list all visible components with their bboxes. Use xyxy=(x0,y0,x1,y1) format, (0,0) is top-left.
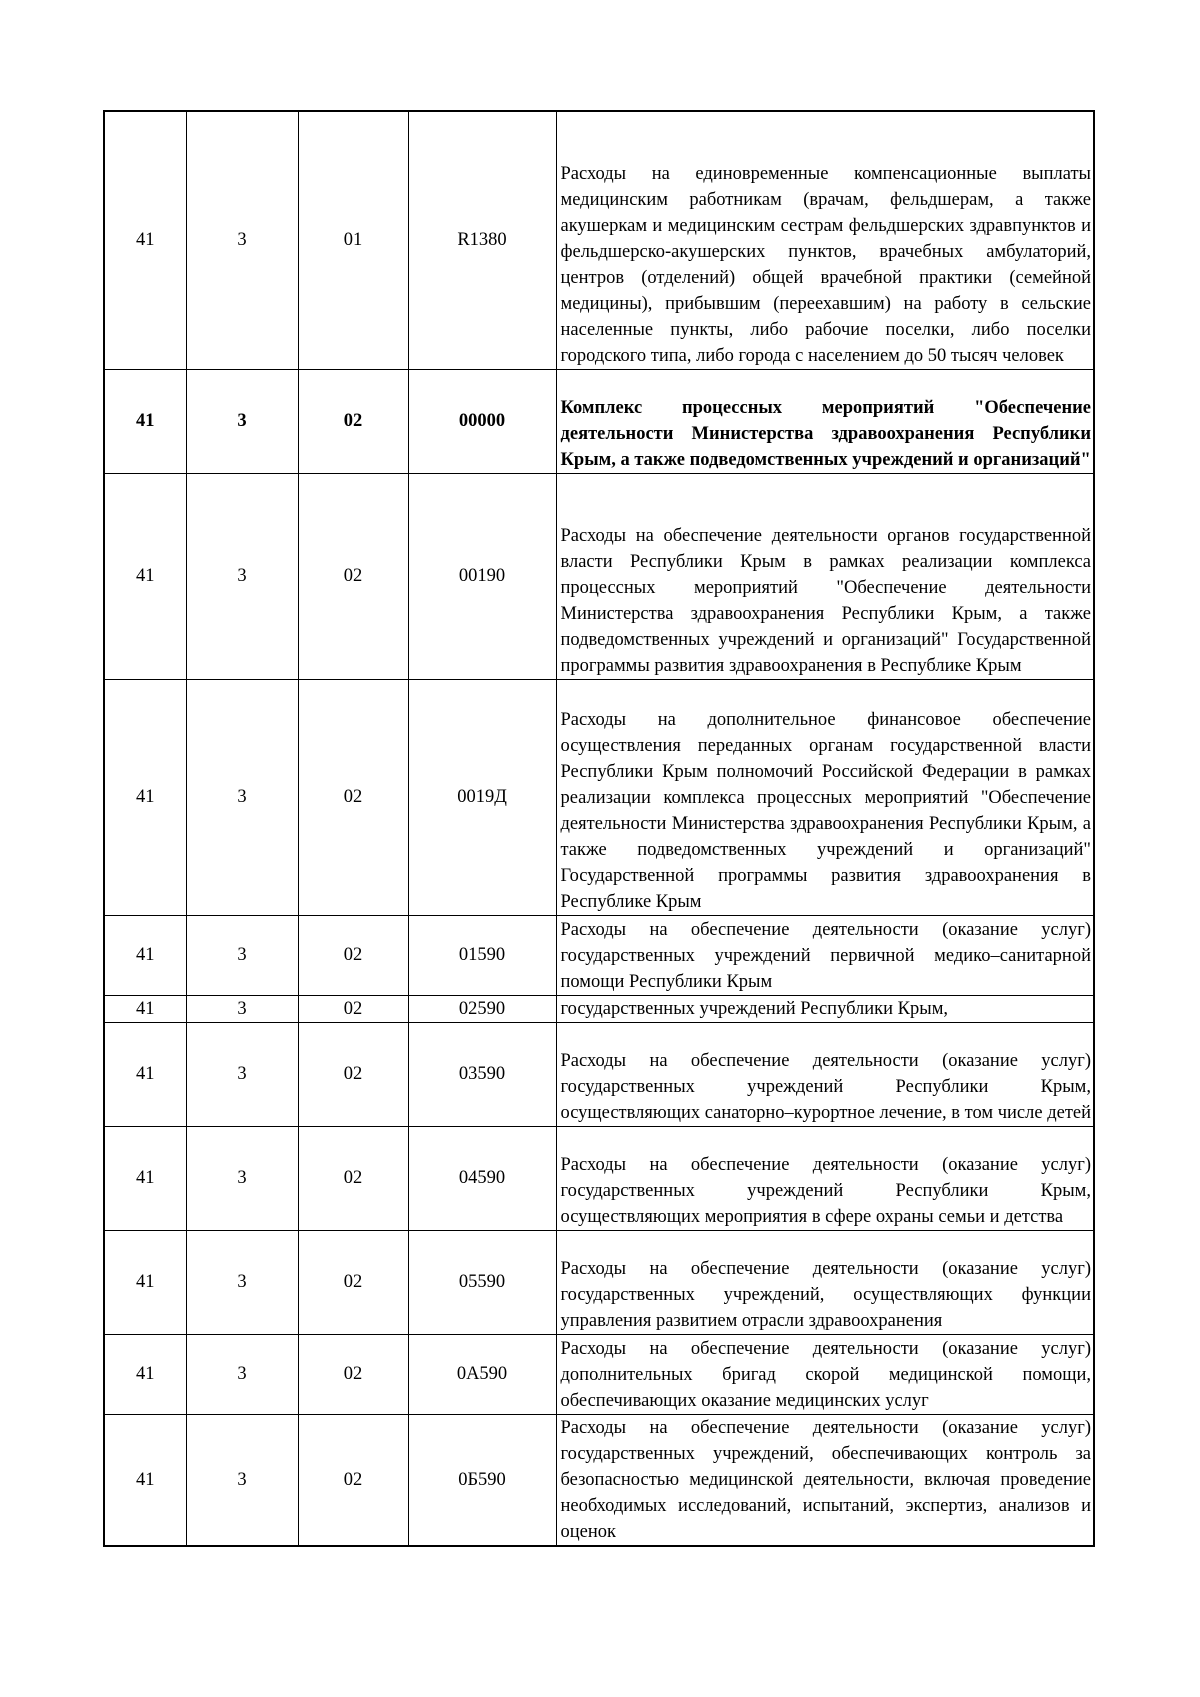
description-cell: Расходы на дополнительное финансовое обеспечение осуществления переданных органам государственной власти Республики Крым полномочий Российской Федерации в рамках реализации комплекса процессных мероприятий "Обеспечение деятельности Министерства здравоохранения Республики Крым, а также подведомственных учреждений и организаций" Государственной программы развития здравоохранения в Республике Крым xyxy=(556,679,1094,915)
program-code-cell: 41 xyxy=(104,915,186,995)
program-code-cell: 41 xyxy=(104,1414,186,1546)
direction-code-cell: 04590 xyxy=(408,1126,556,1230)
activity-code-cell: 02 xyxy=(298,1334,408,1414)
description-cell: Расходы на обеспечение деятельности (оказание услуг) государственных учреждений, обеспечивающих контроль за безопасностью медицинской деятельности, включая проведение необходимых исследований, испытаний, экспертиз, анализов и оценок xyxy=(556,1414,1094,1546)
description-cell: Расходы на обеспечение деятельности органов государственной власти Республики Крым в рамках реализации комплекса процессных мероприятий "Обеспечение деятельности Министерства здравоохранения Республики Крым, а также подведомственных учреждений и организаций" Государственной программы развития здравоохранения в Республике Крым xyxy=(556,473,1094,679)
subprogram-code-cell: 3 xyxy=(186,369,298,473)
activity-code-cell: 02 xyxy=(298,995,408,1022)
program-code-cell: 41 xyxy=(104,1126,186,1230)
subprogram-code-cell: 3 xyxy=(186,1126,298,1230)
direction-code-cell: 0019Д xyxy=(408,679,556,915)
direction-code-cell: 0А590 xyxy=(408,1334,556,1414)
subprogram-code-cell: 3 xyxy=(186,1334,298,1414)
program-code-cell: 41 xyxy=(104,1334,186,1414)
direction-code-cell: 05590 xyxy=(408,1230,556,1334)
program-code-cell: 41 xyxy=(104,1022,186,1126)
description-cell: Расходы на единовременные компенсационные выплаты медицинским работникам (врачам, фельдшерам, а также акушеркам и медицинским сестрам фельдшерских здравпунктов и фельдшерско-акушерских пунктов, врачебных амбулаторий, центров (отделений) общей врачебной практики (семейной медицины), прибывшим (переехавшим) на работу в сельские населенные пункты, либо рабочие поселки, либо поселки городского типа, либо города с населением до 50 тысяч человек xyxy=(556,111,1094,369)
program-code-cell: 41 xyxy=(104,679,186,915)
program-code-cell: 41 xyxy=(104,369,186,473)
activity-code-cell: 02 xyxy=(298,1022,408,1126)
activity-code-cell: 02 xyxy=(298,473,408,679)
program-code-cell: 41 xyxy=(104,111,186,369)
budget-classification-table xyxy=(103,110,1095,1547)
subprogram-code-cell: 3 xyxy=(186,473,298,679)
activity-code-cell: 02 xyxy=(298,1230,408,1334)
description-cell: Расходы на обеспечение деятельности (оказание услуг) государственных учреждений Республики Крым, осуществляющих мероприятия в сфере охраны семьи и детства xyxy=(556,1126,1094,1230)
direction-code-cell: R1380 xyxy=(408,111,556,369)
table-body xyxy=(104,111,1094,1546)
subprogram-code-cell: 3 xyxy=(186,1022,298,1126)
description-cell: Расходы на обеспечение деятельности (оказание услуг) дополнительных бригад скорой медицинской помощи, обеспечивающих оказание медицинских услуг xyxy=(556,1334,1094,1414)
activity-code-cell: 02 xyxy=(298,679,408,915)
description-cell: Расходы на обеспечение деятельности (оказание услуг) государственных учреждений, осуществляющих функции управления развитием отрасли здравоохранения xyxy=(556,1230,1094,1334)
description-cell: государственных учреждений Республики Крым, xyxy=(556,995,1094,1022)
table-row xyxy=(104,111,1094,369)
subprogram-code-cell: 3 xyxy=(186,111,298,369)
subprogram-code-cell: 3 xyxy=(186,1230,298,1334)
description-cell: Комплекс процессных мероприятий "Обеспечение деятельности Министерства здравоохранения Республики Крым, а также подведомственных учреждений и организаций" xyxy=(556,369,1094,473)
direction-code-cell: 0Б590 xyxy=(408,1414,556,1546)
table-row xyxy=(104,1230,1094,1334)
program-code-cell: 41 xyxy=(104,995,186,1022)
subprogram-code-cell: 3 xyxy=(186,995,298,1022)
description-cell: Расходы на обеспечение деятельности (оказание услуг) государственных учреждений Республики Крым, осуществляющих санаторно–курортное лечение, в том числе детей xyxy=(556,1022,1094,1126)
table-row xyxy=(104,1022,1094,1126)
subprogram-code-cell: 3 xyxy=(186,679,298,915)
direction-code-cell: 00000 xyxy=(408,369,556,473)
activity-code-cell: 01 xyxy=(298,111,408,369)
program-code-cell: 41 xyxy=(104,1230,186,1334)
direction-code-cell: 02590 xyxy=(408,995,556,1022)
table-row xyxy=(104,473,1094,679)
activity-code-cell: 02 xyxy=(298,915,408,995)
activity-code-cell: 02 xyxy=(298,369,408,473)
table-row xyxy=(104,995,1094,1022)
description-cell: Расходы на обеспечение деятельности (оказание услуг) государственных учреждений первичной медико–санитарной помощи Республики Крым xyxy=(556,915,1094,995)
subprogram-code-cell: 3 xyxy=(186,1414,298,1546)
program-code-cell: 41 xyxy=(104,473,186,679)
direction-code-cell: 03590 xyxy=(408,1022,556,1126)
activity-code-cell: 02 xyxy=(298,1414,408,1546)
direction-code-cell: 00190 xyxy=(408,473,556,679)
table-row xyxy=(104,679,1094,915)
table-row xyxy=(104,915,1094,995)
subprogram-code-cell: 3 xyxy=(186,915,298,995)
table-row xyxy=(104,1414,1094,1546)
table-row xyxy=(104,1334,1094,1414)
activity-code-cell: 02 xyxy=(298,1126,408,1230)
table-row xyxy=(104,1126,1094,1230)
table-row xyxy=(104,369,1094,473)
direction-code-cell: 01590 xyxy=(408,915,556,995)
